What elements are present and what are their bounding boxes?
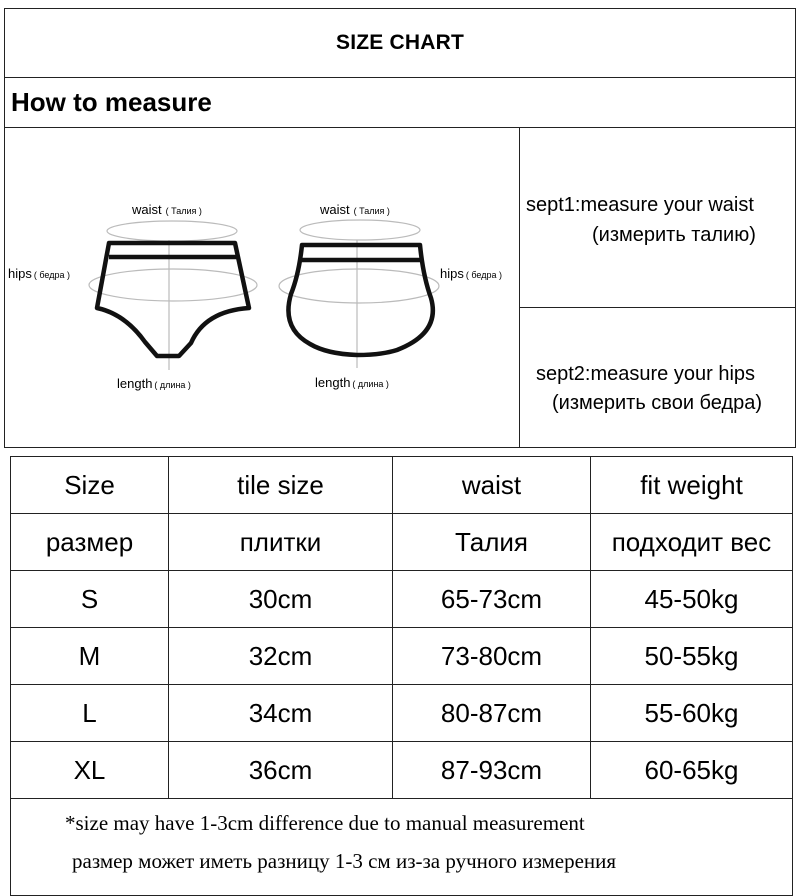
- header-waist-ru: Талия: [393, 514, 591, 571]
- header-fit-weight: fit weight: [591, 457, 793, 514]
- note-text-ru: размер может иметь разницу 1-3 см из-за ручного измерения: [72, 849, 617, 873]
- measure-steps: [519, 128, 796, 447]
- step-2-text: sept2:measure your hips: [536, 363, 756, 385]
- cell-tile-size: 30cm: [169, 571, 393, 628]
- cell-size: XL: [11, 742, 169, 799]
- note-cell: [11, 799, 793, 896]
- cell-waist: 65-73cm: [393, 571, 591, 628]
- header-tile-size-ru: плитки: [169, 514, 393, 571]
- step-2: [520, 308, 796, 447]
- measurement-diagram: [5, 128, 519, 447]
- table-row: [11, 628, 793, 685]
- hips-ellipse-right: [279, 269, 439, 303]
- hips-ellipse-left: [89, 269, 257, 301]
- header-tile-size: tile size: [169, 457, 393, 514]
- cell-tile-size: 34cm: [169, 685, 393, 742]
- size-table: [10, 456, 793, 896]
- waist-label-right: waist ( Талия ): [320, 202, 390, 217]
- brief-left-figure: [89, 221, 257, 370]
- step-1-text: sept1:measure your waist: [526, 194, 754, 216]
- header-size-ru: размер: [11, 514, 169, 571]
- waist-ellipse-right: [300, 220, 420, 240]
- header-fit-weight-ru: подходит вес: [591, 514, 793, 571]
- cell-fit-weight: 60-65kg: [591, 742, 793, 799]
- length-label-right: length ( длина ): [315, 375, 389, 390]
- cell-tile-size: 36cm: [169, 742, 393, 799]
- cell-waist: 80-87cm: [393, 685, 591, 742]
- cell-waist: 87-93cm: [393, 742, 591, 799]
- hips-label-left: hips ( бедра ): [8, 266, 70, 281]
- header-size: Size: [11, 457, 169, 514]
- table-header-row-ru: [11, 514, 793, 571]
- brief-right-figure: [279, 220, 439, 368]
- length-label-left: length ( длина ): [117, 376, 191, 391]
- table-row: [11, 571, 793, 628]
- how-to-measure-section: [4, 128, 796, 448]
- brief-left-outline: [97, 243, 249, 356]
- waist-ellipse-left: [107, 221, 237, 241]
- cell-size: M: [11, 628, 169, 685]
- step-1: [520, 128, 796, 308]
- waist-label-left: waist ( Талия ): [132, 202, 202, 217]
- cell-tile-size: 32cm: [169, 628, 393, 685]
- note-row: [11, 799, 793, 896]
- step-1-text-ru: (измерить талию): [592, 224, 756, 246]
- note-text: *size may have 1-3cm difference due to manual measurement: [65, 811, 585, 835]
- table-header-row: [11, 457, 793, 514]
- table-row: [11, 742, 793, 799]
- how-to-measure-header: [4, 78, 796, 128]
- page-title: SIZE CHART: [336, 31, 464, 54]
- cell-fit-weight: 50-55kg: [591, 628, 793, 685]
- size-chart-title-box: [4, 8, 796, 78]
- section-heading: How to measure: [11, 87, 212, 117]
- step-2-text-ru: (измерить свои бедра): [552, 392, 763, 414]
- cell-fit-weight: 45-50kg: [591, 571, 793, 628]
- cell-size: S: [11, 571, 169, 628]
- header-waist: waist: [393, 457, 591, 514]
- cell-size: L: [11, 685, 169, 742]
- table-row: [11, 685, 793, 742]
- underwear-diagram: [5, 128, 519, 447]
- cell-fit-weight: 55-60kg: [591, 685, 793, 742]
- hips-label-right: hips ( бедра ): [440, 266, 502, 281]
- cell-waist: 73-80cm: [393, 628, 591, 685]
